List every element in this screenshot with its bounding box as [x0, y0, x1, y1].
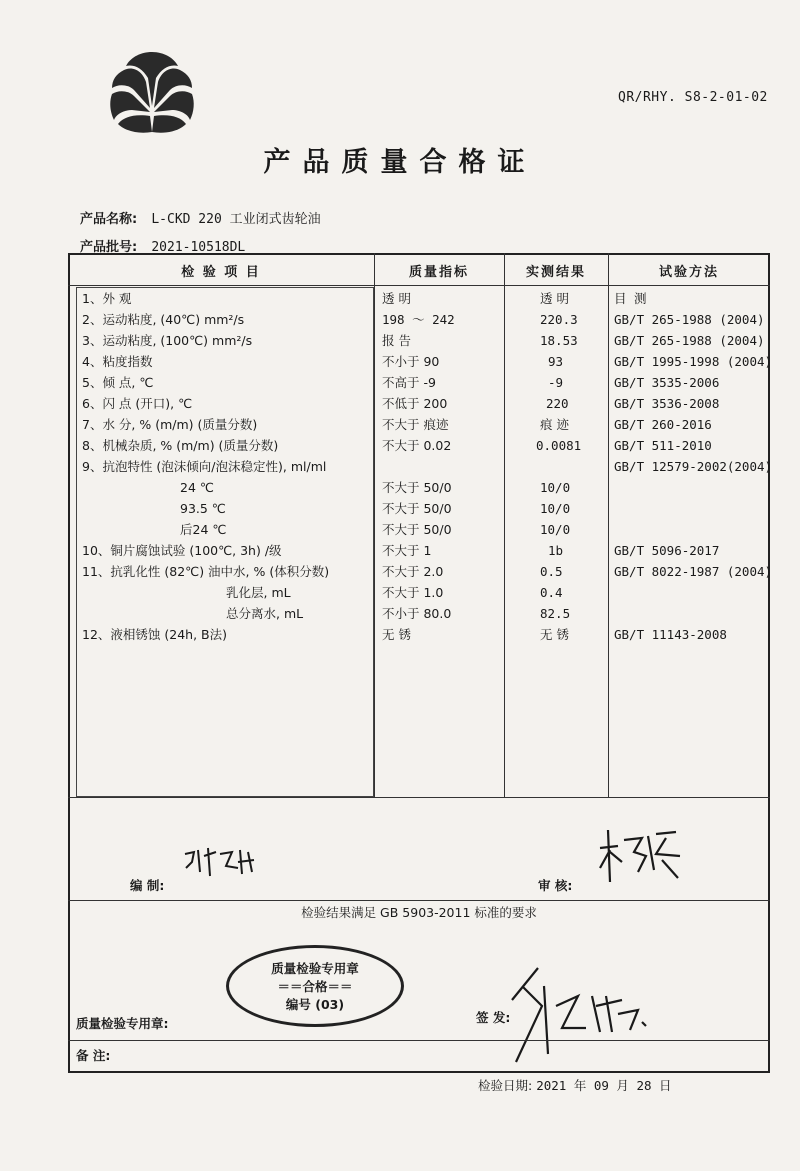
stamp-line3: 编号 (03) — [285, 997, 345, 1012]
table-row-method: GB/T 1995-1998 (2004) — [614, 354, 773, 369]
table-row-result: 93 — [548, 354, 564, 369]
table-row-spec: 不高于 -9 — [382, 375, 436, 390]
column-divider — [608, 253, 609, 797]
table-row-item: 后24 ℃ — [180, 522, 227, 537]
table-row-item: 2、运动粘度, (40℃) mm²/s — [82, 312, 245, 327]
table-row-item: 11、抗乳化性 (82℃) 油中水, % (体积分数) — [82, 564, 330, 579]
table-row-result: 220.3 — [540, 312, 578, 327]
table-row-item: 总分离水, mL — [226, 606, 304, 621]
table-row-result: 0.0081 — [536, 438, 582, 453]
table-row-item: 24 ℃ — [180, 480, 214, 495]
table-row-item: 1、外 观 — [82, 291, 132, 306]
table-row-item: 6、闪 点 (开口), ℃ — [82, 396, 193, 411]
table-row-method: GB/T 511-2010 — [614, 438, 712, 453]
table-row-method: GB/T 265-1988 (2004) — [614, 333, 765, 348]
table-row-spec: 198 ～ 242 — [382, 312, 455, 327]
reviewer-label: 审 核: — [538, 878, 573, 893]
check-date — [478, 1076, 672, 1094]
table-row-method: GB/T 3535-2006 — [614, 375, 720, 390]
table-row-result: 1b — [548, 543, 564, 558]
conclusion-text: 检验结果满足 GB 5903-2011 标准的要求 — [301, 905, 537, 920]
table-row-method: GB/T 265-1988 (2004) — [614, 312, 765, 327]
table-row-spec: 不大于 50/0 — [382, 501, 452, 516]
table-row-spec: 不大于 2.0 — [382, 564, 444, 579]
batch-no-label: 产品批号: — [80, 240, 138, 255]
table-row-method: GB/T 12579-2002(2004) — [614, 459, 773, 474]
table-row-item: 7、水 分, % (m/m) (质量分数) — [82, 417, 258, 432]
table-row-item: 3、运动粘度, (100℃) mm²/s — [82, 333, 253, 348]
table-row-result: 无 锈 — [540, 627, 569, 642]
table-row-result: 透 明 — [540, 291, 569, 306]
sign-label: 签 发: — [476, 1010, 511, 1025]
header-spec: 质量指标 — [408, 264, 469, 280]
check-date-value: 2021 年 09 月 28 日 — [536, 1078, 672, 1093]
remarks-label: 备 注: — [76, 1048, 111, 1063]
table-row-spec: 不小于 90 — [382, 354, 440, 369]
section-divider — [68, 900, 770, 901]
header-item: 检 验 项 目 — [181, 264, 261, 280]
column-divider — [374, 253, 375, 797]
table-row-method: GB/T 3536-2008 — [614, 396, 720, 411]
batch-no-value: 2021-10518DL — [151, 240, 246, 255]
table-row-spec: 不大于 1.0 — [382, 585, 444, 600]
product-name-row — [80, 208, 321, 227]
table-row-result: 18.53 — [540, 333, 578, 348]
header-method: 试验方法 — [658, 264, 719, 280]
document-code: QR/RHY. S8-2-01-02 — [618, 90, 768, 105]
table-row-spec: 不低于 200 — [382, 396, 448, 411]
table-row-item: 8、机械杂质, % (m/m) (质量分数) — [82, 438, 279, 453]
table-row-item: 乳化层, mL — [226, 585, 291, 600]
stamp-line2: ＝＝合格＝＝ — [277, 979, 353, 994]
table-row-item: 93.5 ℃ — [180, 501, 226, 516]
table-row-spec: 不大于 1 — [382, 543, 432, 558]
table-row-item: 10、铜片腐蚀试验 (100℃, 3h) /级 — [82, 543, 282, 558]
issuer-signature — [482, 966, 662, 1066]
section-divider — [68, 1040, 770, 1041]
quality-stamp — [226, 945, 404, 1027]
editor-signature — [180, 842, 260, 884]
table-row-item: 12、液相锈蚀 (24h, B法) — [82, 627, 227, 642]
product-name-value: L-CKD 220 工业闭式齿轮油 — [151, 212, 321, 227]
table-row-result: -9 — [548, 375, 564, 390]
table-row-spec: 报 告 — [382, 333, 411, 348]
table-row-result: 10/0 — [540, 501, 571, 516]
table-row-item: 4、粘度指数 — [82, 354, 153, 369]
header-result: 实测结果 — [525, 264, 586, 280]
table-row-result: 220 — [546, 396, 569, 411]
table-row-spec: 无 锈 — [382, 627, 411, 642]
table-row-item: 9、抗泡特性 (泡沫倾向/泡沫稳定性), ml/ml — [82, 459, 327, 474]
table-row-result: 0.5 — [540, 564, 563, 579]
table-bottom-line — [68, 797, 770, 798]
header-divider — [68, 285, 770, 286]
column-divider — [504, 253, 505, 797]
table-row-spec: 不大于 0.02 — [382, 438, 452, 453]
table-row-method: GB/T 260-2016 — [614, 417, 712, 432]
stamp-label: 质量检验专用章: — [76, 1016, 169, 1031]
table-row-result: 10/0 — [540, 522, 571, 537]
table-row-method: GB/T 5096-2017 — [614, 543, 720, 558]
table-row-result: 痕 迹 — [540, 417, 569, 432]
reviewer-signature — [596, 826, 686, 886]
stamp-line1: 质量检验专用章 — [271, 961, 359, 976]
page-title: 产品质量合格证 — [263, 147, 537, 178]
product-name-label: 产品名称: — [80, 212, 138, 227]
table-row-spec: 不大于 50/0 — [382, 522, 452, 537]
table-row-item: 5、倾 点, ℃ — [82, 375, 154, 390]
table-row-method: 目 测 — [614, 291, 647, 306]
table-row-result: 10/0 — [540, 480, 571, 495]
petrochina-logo-icon — [104, 44, 200, 140]
table-row-spec: 不大于 50/0 — [382, 480, 452, 495]
table-row-result: 82.5 — [540, 606, 571, 621]
editor-label: 编 制: — [130, 878, 165, 893]
table-row-spec: 不大于 痕迹 — [382, 417, 449, 432]
table-row-spec: 透 明 — [382, 291, 411, 306]
table-row-method: GB/T 11143-2008 — [614, 627, 727, 642]
table-row-result: 0.4 — [540, 585, 563, 600]
table-row-spec: 不小于 80.0 — [382, 606, 452, 621]
table-row-method: GB/T 8022-1987 (2004) — [614, 564, 773, 579]
check-date-label: 检验日期: — [478, 1078, 533, 1093]
